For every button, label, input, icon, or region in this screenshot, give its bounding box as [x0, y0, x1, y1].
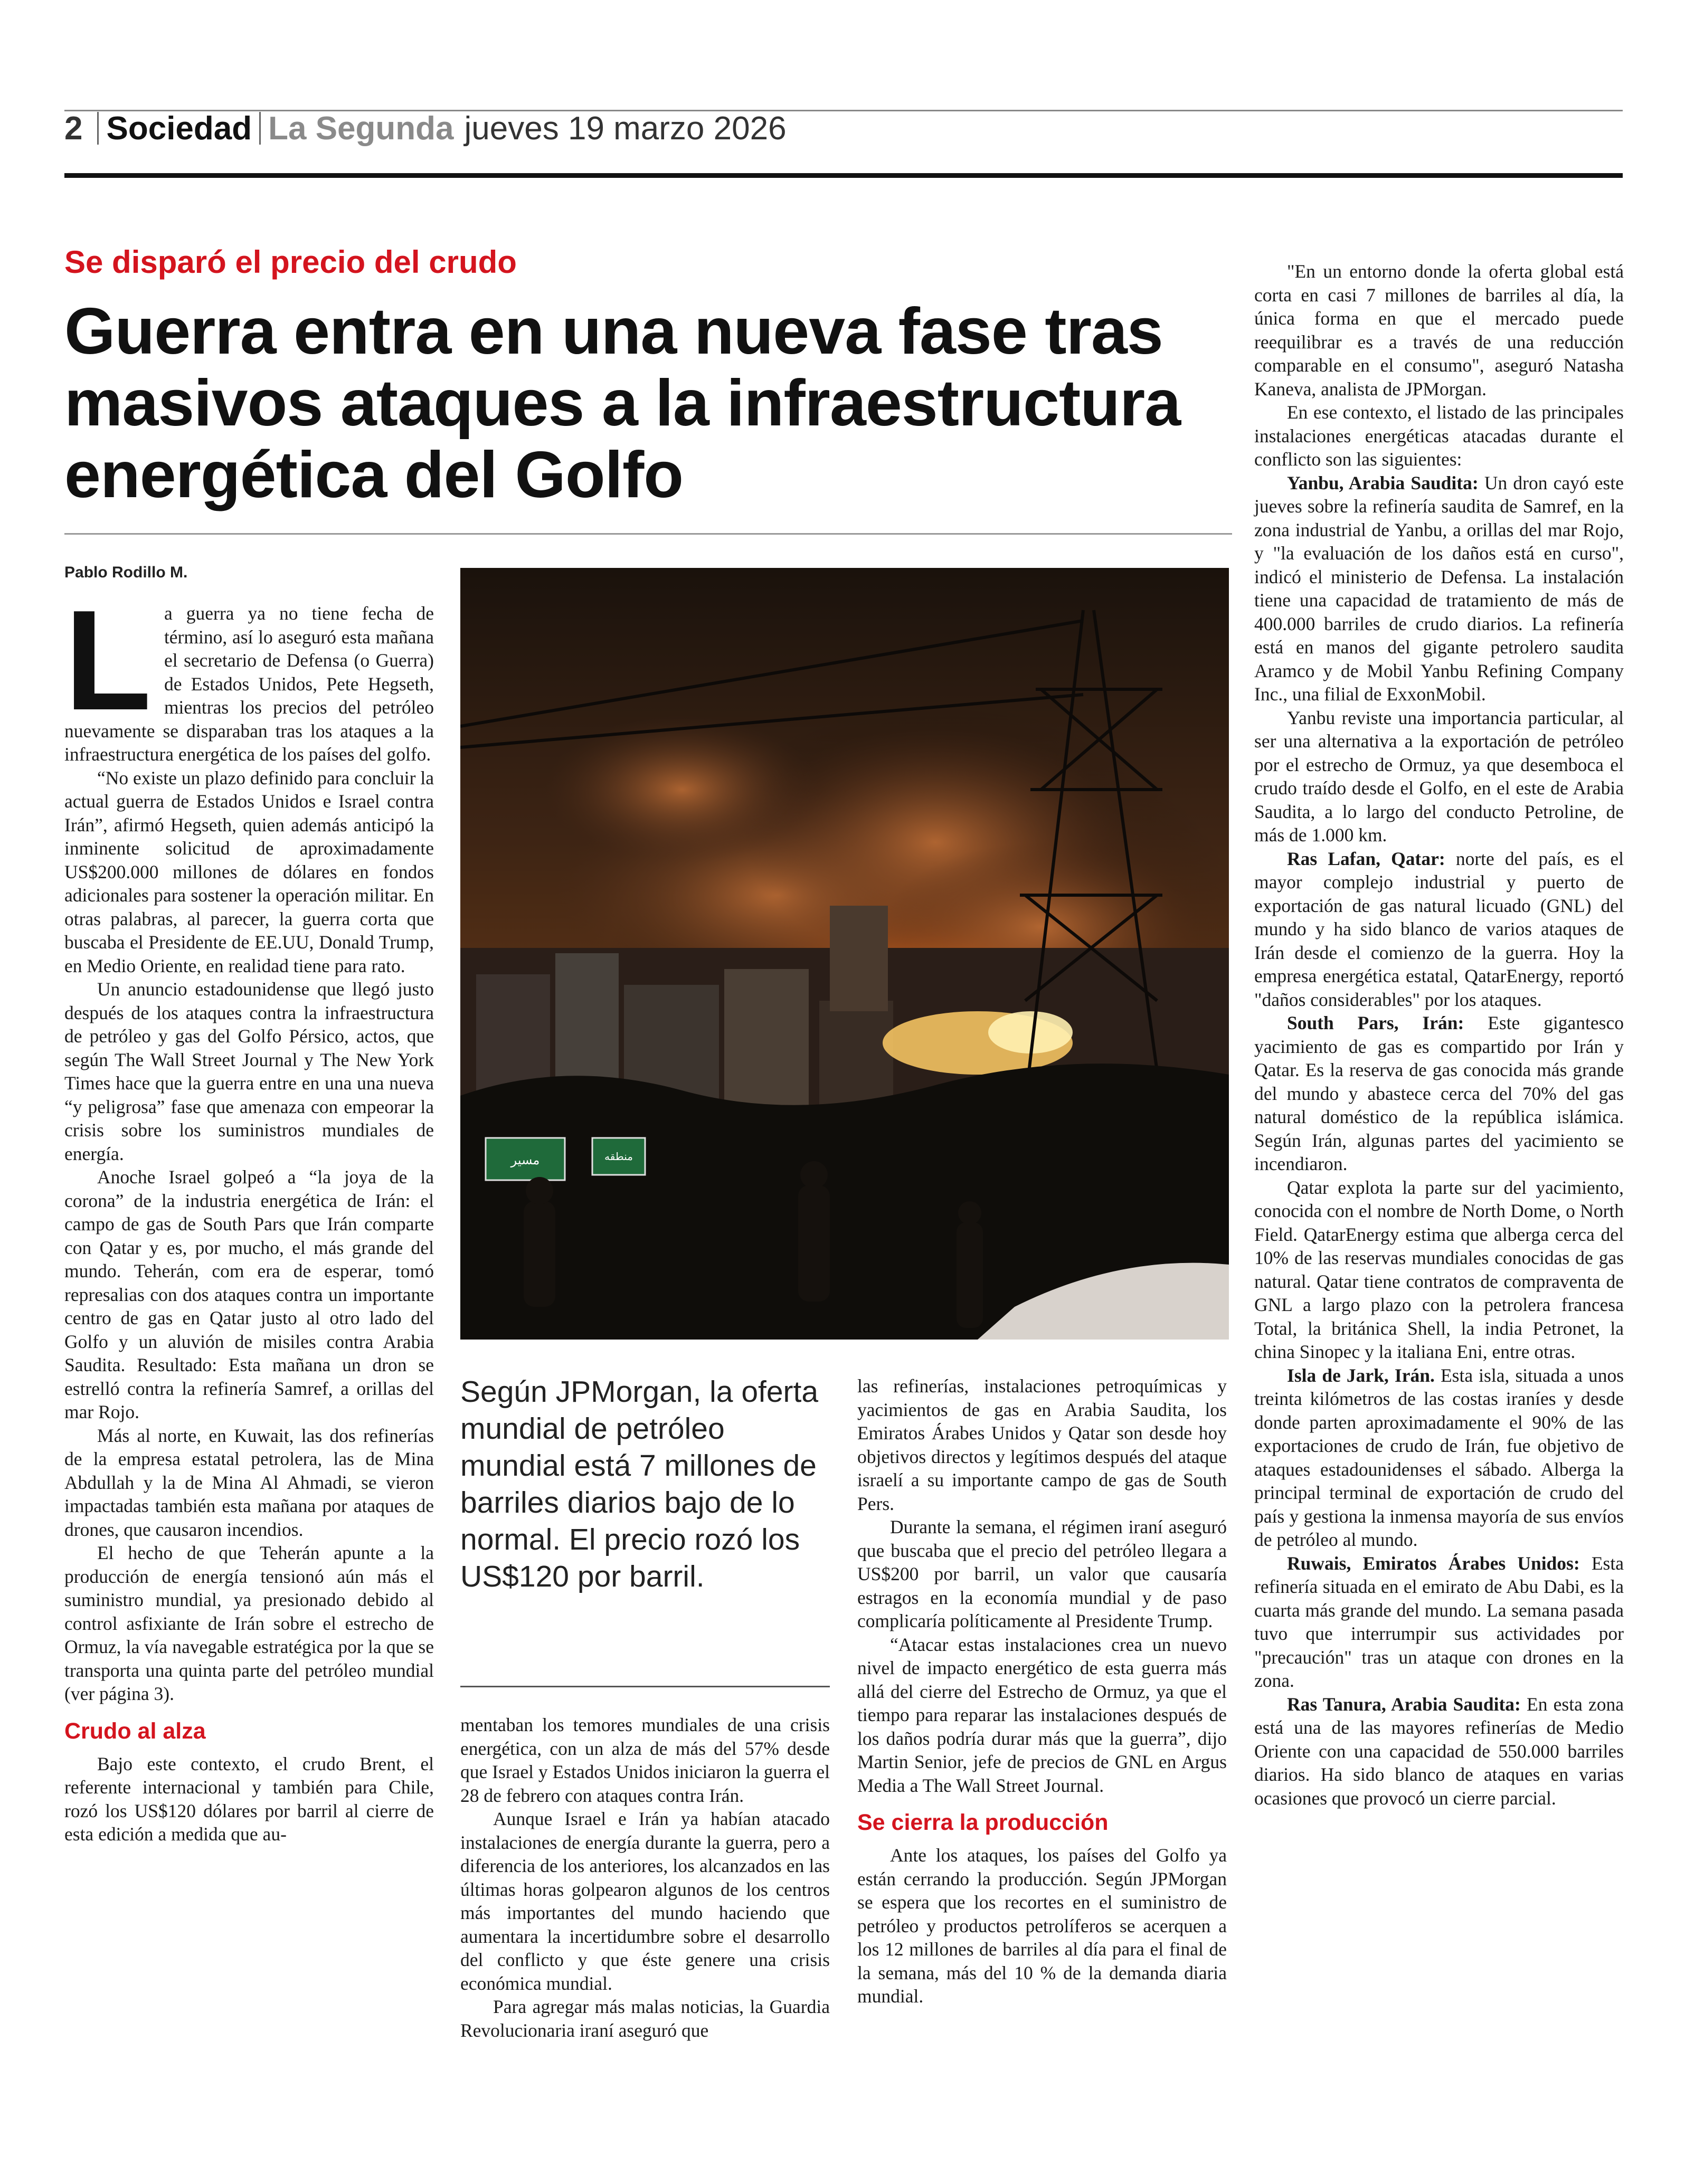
headline-rule	[64, 533, 1232, 535]
article-headline: Guerra entra en una nueva fase tras masivos ataques a la infraestructura energética del Golfo	[64, 295, 1181, 511]
facility-text: Este gigantesco yacimiento de gas es compartido por Irán y Qatar. Es la reserva de gas conocida más grande del mundo y abastece cerca del 70% del gas natural doméstico de la república islámica. Según Irán, algunas partes del yacimiento se incendiaron.	[1254, 1012, 1624, 1174]
paragraph: Anoche Israel golpeó a “la joya de la corona” de la industria energética de Irán: el campo de gas de South Pars que Irán comparte con Qatar y es, por mucho, el más grande del mundo. Teherán, com era de esperar, tomó represalias con dos ataques contra un importante centro de gas en Qatar justo al otro lado del Golfo y un aluvión de misiles contra Arabia Saudita. Resultado: Esta mañana un dron se estrelló contra la refinería Samref, a orillas del mar Rojo.	[64, 1166, 434, 1422]
paragraph: Aunque Israel e Irán ya habían atacado instalaciones de energía durante la guerra, pero a diferencia de los anteriores, los alcanzados en las últimas horas golpearon algunos de los centros más importantes del mundo haciendo que aumentara la incertidumbre sobre el desarrollo del conflicto y que éste genere una crisis económica mundial.	[460, 1808, 830, 1994]
paragraph: Qatar explota la parte sur del yacimiento, conocida con el nombre de North Dome, o North Field. QatarEnergy estima que alberga cerca del 10% de las reservas mundiales conocidas de gas natural. Qatar tiene contratos de compraventa de GNL a largo plazo con la petrolera francesa Total, la británica Shell, la india Petronet, la china Sinopec y la italiana Eni, entre otras.	[1254, 1176, 1624, 1362]
facility-text: Un dron cayó este jueves sobre la refinería saudita de Samref, en la zona industrial de Yanbu, a orillas del mar Rojo, y "la evaluación de los daños está en curso", indicó el ministerio de Defensa. La instalación tiene una capacidad de tratamiento de más de 400.000 barriles de crudo diarios. La refinería está en manos del gigante petrolero saudita Aramco y de Mobil Yanbu Refining Company Inc., una filial de ExxonMobil.	[1254, 472, 1624, 705]
paragraph: Ante los ataques, los países del Golfo ya están cerrando la producción. Según JPMorgan se espera que los recortes en el suministro de petróleo y productos petrolíferos se acerquen a los 12 millones de barriles al día para el final de la semana, más del 10 % de la demanda diaria mundial.	[857, 1845, 1227, 2007]
facility-text: Esta refinería situada en el emirato de Abu Dabi, es la cuarta más grande del mundo. La semana pasada tuvo que interrumpir sus actividades por "precaución" tras un ataque con drones en la zona.	[1254, 1552, 1624, 1691]
header-divider	[97, 112, 99, 145]
facility-ras-lafan	[1254, 847, 1624, 1012]
facility-south-pars	[1254, 1011, 1624, 1176]
facility-yanbu	[1254, 471, 1624, 706]
article-column-2	[460, 1713, 830, 2042]
facility-text: En esta zona está una de las mayores refinerías de Medio Oriente con una capacidad de 550.000 barriles diarios. Ha sido blanco de ataques en varias ocasiones que provocó un cierre parcial.	[1254, 1693, 1624, 1809]
subheading-crudo: Crudo al alza	[64, 1718, 206, 1744]
paragraph: En ese contexto, el listado de las principales instalaciones energéticas atacadas durante el conflicto son las siguientes:	[1254, 402, 1624, 470]
publication-name: La Segunda	[268, 110, 454, 147]
facility-ras-tanura	[1254, 1693, 1624, 1810]
paragraph: “No existe un plazo definido para concluir la actual guerra de Estados Unidos e Israel contra Irán”, afirmó Hegseth, quien además anticipó la inminente solicitud de aproximadamente US$200.000 millones de dólares en fondos adicionales para sostener la operación militar. En otras palabras, al parecer, la guerra corta que buscaba el Presidente de EE.UU, Donald Trump, en Medio Oriente, en realidad tiene para rato.	[64, 767, 434, 976]
facility-location: Yanbu, Arabia Saudita:	[1287, 472, 1479, 493]
facility-jark	[1254, 1364, 1624, 1552]
section-name: Sociedad	[106, 110, 252, 147]
facility-text: Esta isla, situada a unos treinta kilómetros de las costas iraníes y desde donde parten aproximadamente el 90% de las exportaciones de crudo de Irán, fue objetivo de ataques estadounidenses el sábado. Alberga la principal terminal de exportación de crudo del país y gestiona la inmensa mayoría de sus envíos de petróleo al mundo.	[1254, 1364, 1624, 1550]
paragraph: "En un entorno donde la oferta global está corta en casi 7 millones de barriles al día, la única forma en que el mercado puede reequilibrar es a través de una reducción comparable en el consumo", aseguró Natasha Kaneva, analista de JPMorgan.	[1254, 261, 1624, 400]
header-divider	[259, 112, 261, 145]
article-column-1	[64, 581, 434, 1846]
paragraph: Un anuncio estadounidense que llegó justo después de los ataques contra la infraestructura de petróleo y gas del Golfo Pérsico, actos, que según The Wall Street Journal y The New York Times hace que la guerra entre en una una nueva “y peligrosa” fase que amenaza con empeorar la crisis sobre los suministros mundiales de energía.	[64, 979, 434, 1164]
facility-text: norte del país, es el mayor complejo industrial y puerto de exportación de gas natural licuado (GNL) del mundo y ha sido blanco de varios ataques de Irán desde el comienzo de la guerra. Hoy la empresa energética estatal, QatarEnergy, reportó "daños considerables" por los ataques.	[1254, 848, 1624, 1010]
paragraph: El hecho de que Teherán apunte a la producción de energía tensionó aún más el suministro mundial, ya presionado debido al control asfixiante de Irán sobre el estrecho de Ormuz, la vía navegable estratégica por la que se transporta una quinta parte del petróleo mundial (ver página 3).	[64, 1542, 434, 1704]
photo-refinery-fire	[460, 568, 1229, 1340]
paragraph: Bajo este contexto, el crudo Brent, el referente internacional y también para Chile, rozó los US$120 dólares por barril al cierre de esta edición a medida que au-	[64, 1753, 434, 1845]
pull-quote-rule	[460, 1686, 830, 1687]
paragraph: Durante la semana, el régimen iraní aseguró que buscaba que el precio del petróleo llegara a US$200 por barril, un valor que causaría estragos en la economía mundial y de paso complicaría políticamente al Presidente Trump.	[857, 1516, 1227, 1631]
page-number: 2	[64, 110, 83, 147]
paragraph: Para agregar más malas noticias, la Guardia Revolucionaria iraní aseguró que	[460, 1996, 830, 2041]
article-column-3	[857, 1374, 1227, 2008]
subheading-produccion: Se cierra la producción	[857, 1810, 1109, 1835]
paragraph: Yanbu reviste una importancia particular, al ser una alternativa a la exportación de petróleo por el estrecho de Ormuz, ya que desemboca el crudo traído desde el Golfo, en el este de Arabia Saudita, a lo largo del conducto Petroline, de más de 1.000 km.	[1254, 707, 1624, 846]
header-bottom-rule	[64, 173, 1623, 178]
drop-cap: L	[64, 581, 152, 740]
article-kicker: Se disparó el precio del crudo	[64, 244, 517, 280]
article-column-4	[1254, 260, 1624, 1810]
road-sign-1-text: مسیر	[510, 1153, 540, 1167]
byline: Pablo Rodillo M.	[64, 564, 188, 581]
news-photo	[460, 568, 1229, 1340]
paragraph: “Atacar estas instalaciones crea un nuevo nivel de impacto energético de esta guerra más allá del cierre del Estrecho de Ormuz, ya que el tiempo para reparar las instalaciones después de los daños podría durar más que la guerra”, dijo Martin Senior, jefe de precios de GNL en Argus Media a The Wall Street Journal.	[857, 1634, 1227, 1796]
issue-date: jueves 19 marzo 2026	[464, 110, 787, 147]
pull-quote: Según JPMorgan, la oferta mundial de petróleo mundial está 7 millones de barriles diarios bajo de lo normal. El precio rozó los US$120 por barril.	[460, 1375, 819, 1593]
paragraph-text: a guerra ya no tiene fecha de término, así lo aseguró esta mañana el secretario de Defensa (o Guerra) de Estados Unidos, Pete Hegseth, mientras los precios del petróleo nuevamente se disparaban tras los ataques a la infraestructura energética de los países del golfo.	[64, 603, 434, 765]
paragraph: las refinerías, instalaciones petroquímicas y yacimientos de gas en Arabia Saudita, los Emiratos Árabes Unidos y Qatar son desde hoy objetivos directos y legítimos después del ataque israelí a su importante campo de gas de South Pers.	[857, 1375, 1227, 1514]
road-sign-2-text: منطقه	[604, 1150, 633, 1163]
facility-location: Ruwais, Emiratos Árabes Unidos:	[1287, 1552, 1580, 1574]
paragraph	[64, 581, 434, 766]
paragraph: Más al norte, en Kuwait, las dos refinerías de la empresa estatal petrolera, las de Mina Abdullah y la de Mina Al Ahmadi, se vieron impactadas también esta mañana por ataques de drones, que causaron incendios.	[64, 1425, 434, 1540]
facility-location: Isla de Jark, Irán.	[1287, 1364, 1435, 1386]
paragraph: mentaban los temores mundiales de una crisis energética, con un alza de más del 57% desde que Israel y Estados Unidos iniciaron la guerra el 28 de febrero con ataques contra Irán.	[460, 1714, 830, 1806]
facility-ruwais	[1254, 1552, 1624, 1693]
facility-location: South Pars, Irán:	[1287, 1012, 1464, 1033]
facility-location: Ras Lafan, Qatar:	[1287, 848, 1445, 869]
page-header	[64, 110, 1623, 147]
facility-location: Ras Tanura, Arabia Saudita:	[1287, 1693, 1521, 1715]
